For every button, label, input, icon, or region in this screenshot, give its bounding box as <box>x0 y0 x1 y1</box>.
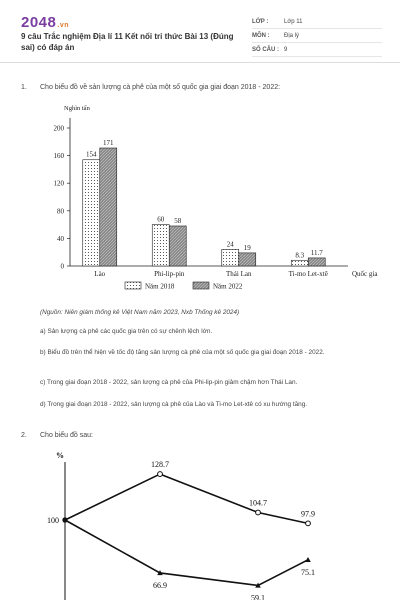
data-point <box>305 557 311 562</box>
meta-key: MÔN : <box>252 32 270 39</box>
meta-key: SỐ CÂU : <box>252 46 279 53</box>
point-value-label: 97.9 <box>301 509 315 519</box>
statement-d: d) Trong giai đoạn 2018 - 2022, sản lượng cà phê của Lào và Ti-mo Let-xtê có xu hướng tăng. <box>40 401 308 408</box>
bar-2022 <box>169 226 186 266</box>
bar-value-label: 154 <box>86 150 97 159</box>
y-tick-label: 120 <box>53 179 64 188</box>
bar-value-label: 24 <box>226 240 234 249</box>
start-point <box>62 517 67 522</box>
bar-2022 <box>100 148 117 266</box>
meta-table <box>252 15 382 57</box>
meta-row-class <box>252 15 382 29</box>
y-tick-label: 160 <box>53 152 64 161</box>
x-axis-label: Quốc gia <box>352 270 378 278</box>
coffee-bar-chart <box>30 98 390 303</box>
question-1-text: Cho biểu đồ về sản lượng cà phê của một số quốc gia giai đoạn 2018 - 2022: <box>40 84 281 91</box>
bar-value-label: 11.7 <box>310 248 323 257</box>
growth-line-chart <box>30 450 370 600</box>
site-logo[interactable] <box>21 14 69 31</box>
point-value-label: 66.9 <box>153 580 167 590</box>
bar-2018 <box>83 160 100 266</box>
y-tick-label: 200 <box>53 124 64 133</box>
category-label: Lào <box>94 270 106 278</box>
data-point <box>158 472 163 477</box>
point-value-label: 104.7 <box>249 498 267 508</box>
legend-label: Năm 2022 <box>213 282 243 291</box>
bar-2022 <box>308 258 325 266</box>
legend-label: Năm 2018 <box>145 282 175 291</box>
data-point <box>306 521 311 526</box>
bar-value-label: 8.3 <box>295 251 305 260</box>
meta-row-count <box>252 43 382 57</box>
bar-2018 <box>222 249 239 266</box>
point-value-label: 128.7 <box>151 460 169 470</box>
question-2-number: 2. <box>21 432 27 439</box>
point-value-label: 75.1 <box>301 567 315 577</box>
chart-source: (Nguồn: Niên giám thống kê Việt Nam năm 2023, Nxb Thống kê 2024) <box>40 309 240 316</box>
question-1-number: 1. <box>21 84 27 91</box>
bar-value-label: 171 <box>103 139 114 148</box>
meta-value: 9 <box>284 46 288 53</box>
bar-value-label: 19 <box>243 243 251 252</box>
logo-suffix: .vn <box>57 22 69 29</box>
data-point <box>256 510 261 515</box>
meta-value: Lớp 11 <box>284 18 303 25</box>
bar-value-label: 60 <box>157 215 165 224</box>
category-label: Phi-lip-pin <box>154 270 185 278</box>
legend-swatch <box>193 282 209 289</box>
point-value-label: 59.1 <box>251 593 265 600</box>
meta-key: LỚP : <box>252 18 269 25</box>
document-title: 9 câu Trắc nghiệm Địa lí 11 Kết nối tri thức Bài 13 (Đúng sai) có đáp án <box>21 32 234 52</box>
bar-2018 <box>291 260 308 266</box>
logo-main: 2048 <box>21 14 57 31</box>
start-value-label: 100 <box>47 516 59 525</box>
statement-a: a) Sản lượng cà phê các quốc gia trên có sự chênh lệch lớn. <box>40 328 213 335</box>
category-label: Thái Lan <box>226 270 252 278</box>
y-tick-label: 40 <box>57 234 64 243</box>
y-axis-label: Nghìn tấn <box>64 105 90 112</box>
meta-value: Địa lý <box>284 32 300 39</box>
series-line-2 <box>65 520 308 585</box>
statement-b: b) Biểu đồ trên thể hiện về tốc độ tăng sản lượng cà phê của một số quốc gia giai đoạn 2018 - 2022. <box>40 349 325 356</box>
bar-value-label: 58 <box>174 216 182 225</box>
y-tick-label: 80 <box>57 207 64 216</box>
question-2-text: Cho biểu đồ sau: <box>40 432 93 439</box>
meta-row-subject <box>252 29 382 43</box>
y-tick-label: 0 <box>60 262 64 271</box>
statement-c: c) Trong giai đoạn 2018 - 2022, sản lượng cà phê của Phi-lip-pin giảm chậm hơn Thái Lan. <box>40 379 298 386</box>
y-axis-label: % <box>56 451 64 460</box>
bar-2018 <box>152 225 169 266</box>
page-header <box>0 0 400 63</box>
legend-swatch <box>125 282 141 289</box>
series-line-1 <box>65 474 308 523</box>
category-label: Ti-mo Let-xtê <box>288 270 328 278</box>
bar-2022 <box>239 253 256 266</box>
